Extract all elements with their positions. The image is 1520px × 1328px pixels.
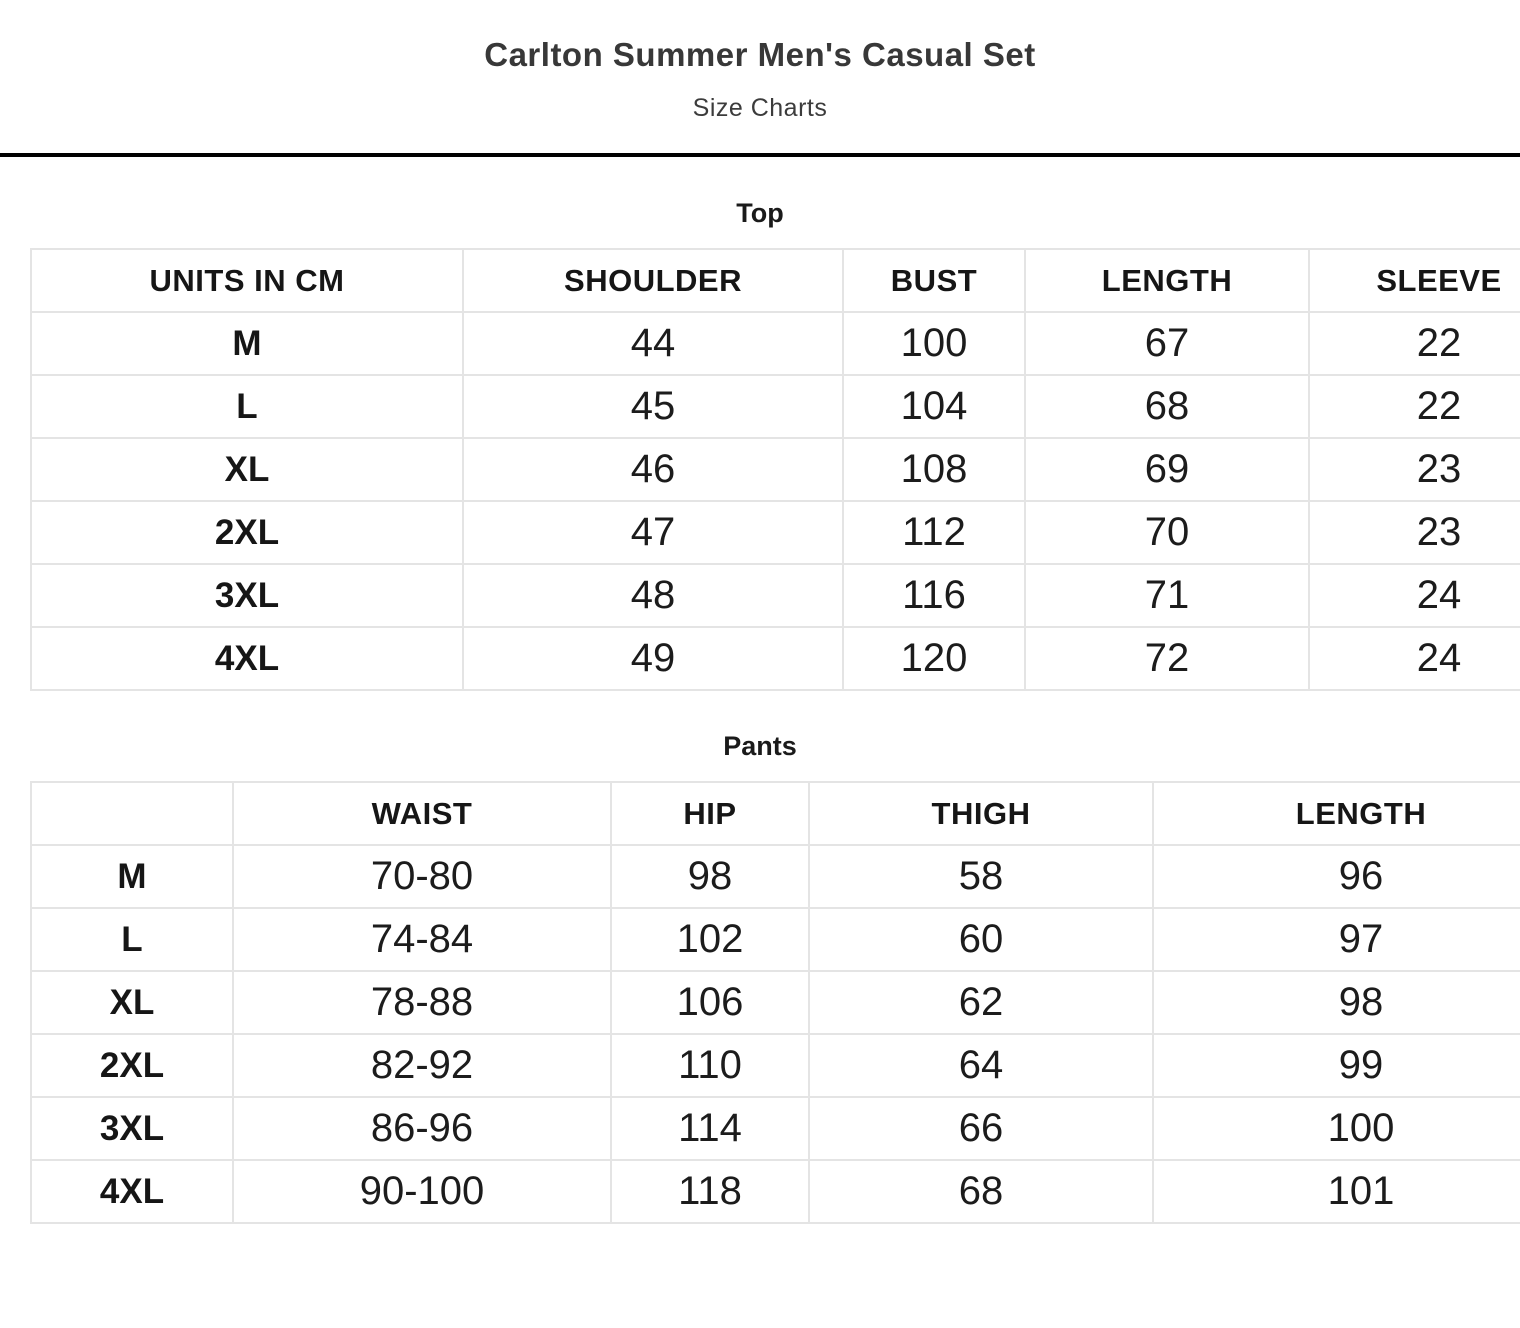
column-header-cell: SHOULDER: [463, 249, 843, 312]
page-subtitle: Size Charts: [692, 94, 828, 122]
measurement-cell: 69: [1025, 438, 1309, 501]
measurement-cell: 98: [1153, 971, 1520, 1034]
column-header-cell: BUST: [843, 249, 1025, 312]
measurement-cell: 86-96: [233, 1097, 611, 1160]
page-title: Carlton Summer Men's Casual Set: [484, 36, 1036, 73]
page-header: [0, 36, 1520, 122]
size-label-cell: 2XL: [31, 501, 463, 564]
measurement-cell: 110: [611, 1034, 809, 1097]
size-label-cell: 4XL: [31, 627, 463, 690]
measurement-cell: 71: [1025, 564, 1309, 627]
measurement-cell: 78-88: [233, 971, 611, 1034]
pants-size-table: [30, 781, 1520, 1224]
measurement-cell: 47: [463, 501, 843, 564]
units-header-cell: UNITS IN CM: [31, 249, 463, 312]
column-header-cell: SLEEVE: [1309, 249, 1520, 312]
section-title-top: Top: [736, 198, 784, 228]
table-row: [31, 312, 1520, 375]
header-row: [31, 782, 1520, 845]
measurement-cell: 62: [809, 971, 1153, 1034]
measurement-cell: 23: [1309, 438, 1520, 501]
measurement-cell: 68: [1025, 375, 1309, 438]
measurement-cell: 74-84: [233, 908, 611, 971]
measurement-cell: 104: [843, 375, 1025, 438]
measurement-cell: 112: [843, 501, 1025, 564]
size-label-cell: XL: [31, 971, 233, 1034]
measurement-cell: 67: [1025, 312, 1309, 375]
measurement-cell: 102: [611, 908, 809, 971]
measurement-cell: 64: [809, 1034, 1153, 1097]
header-divider: [0, 153, 1520, 157]
measurement-cell: 118: [611, 1160, 809, 1223]
measurement-cell: 24: [1309, 564, 1520, 627]
measurement-cell: 48: [463, 564, 843, 627]
size-label-cell: 4XL: [31, 1160, 233, 1223]
measurement-cell: 82-92: [233, 1034, 611, 1097]
measurement-cell: 45: [463, 375, 843, 438]
measurement-cell: 66: [809, 1097, 1153, 1160]
measurement-cell: 114: [611, 1097, 809, 1160]
size-label-cell: M: [31, 312, 463, 375]
measurement-cell: 96: [1153, 845, 1520, 908]
measurement-cell: 58: [809, 845, 1153, 908]
measurement-cell: 99: [1153, 1034, 1520, 1097]
measurement-cell: 46: [463, 438, 843, 501]
units-header-cell: [31, 782, 233, 845]
measurement-cell: 72: [1025, 627, 1309, 690]
section-title-pants: Pants: [723, 731, 797, 761]
measurement-cell: 24: [1309, 627, 1520, 690]
table-row: [31, 1034, 1520, 1097]
measurement-cell: 23: [1309, 501, 1520, 564]
measurement-cell: 44: [463, 312, 843, 375]
column-header-cell: LENGTH: [1025, 249, 1309, 312]
column-header-cell: LENGTH: [1153, 782, 1520, 845]
size-label-cell: L: [31, 908, 233, 971]
measurement-cell: 120: [843, 627, 1025, 690]
measurement-cell: 106: [611, 971, 809, 1034]
measurement-cell: 90-100: [233, 1160, 611, 1223]
table-row: [31, 627, 1520, 690]
measurement-cell: 22: [1309, 375, 1520, 438]
table-row: [31, 1097, 1520, 1160]
column-header-cell: THIGH: [809, 782, 1153, 845]
size-label-cell: XL: [31, 438, 463, 501]
top-size-table: [30, 248, 1520, 691]
measurement-cell: 100: [843, 312, 1025, 375]
size-label-cell: 3XL: [31, 1097, 233, 1160]
size-label-cell: 3XL: [31, 564, 463, 627]
measurement-cell: 101: [1153, 1160, 1520, 1223]
table-row: [31, 438, 1520, 501]
table-row: [31, 375, 1520, 438]
table-row: [31, 971, 1520, 1034]
table-row: [31, 564, 1520, 627]
measurement-cell: 22: [1309, 312, 1520, 375]
measurement-cell: 100: [1153, 1097, 1520, 1160]
top-size-section: [0, 197, 1520, 691]
measurement-cell: 98: [611, 845, 809, 908]
measurement-cell: 116: [843, 564, 1025, 627]
measurement-cell: 108: [843, 438, 1025, 501]
pants-size-section: [0, 730, 1520, 1224]
table-row: [31, 908, 1520, 971]
measurement-cell: 68: [809, 1160, 1153, 1223]
measurement-cell: 70-80: [233, 845, 611, 908]
measurement-cell: 70: [1025, 501, 1309, 564]
size-label-cell: L: [31, 375, 463, 438]
size-label-cell: M: [31, 845, 233, 908]
measurement-cell: 60: [809, 908, 1153, 971]
header-row: [31, 249, 1520, 312]
table-row: [31, 501, 1520, 564]
measurement-cell: 97: [1153, 908, 1520, 971]
column-header-cell: WAIST: [233, 782, 611, 845]
table-row: [31, 1160, 1520, 1223]
table-row: [31, 845, 1520, 908]
measurement-cell: 49: [463, 627, 843, 690]
size-label-cell: 2XL: [31, 1034, 233, 1097]
column-header-cell: HIP: [611, 782, 809, 845]
